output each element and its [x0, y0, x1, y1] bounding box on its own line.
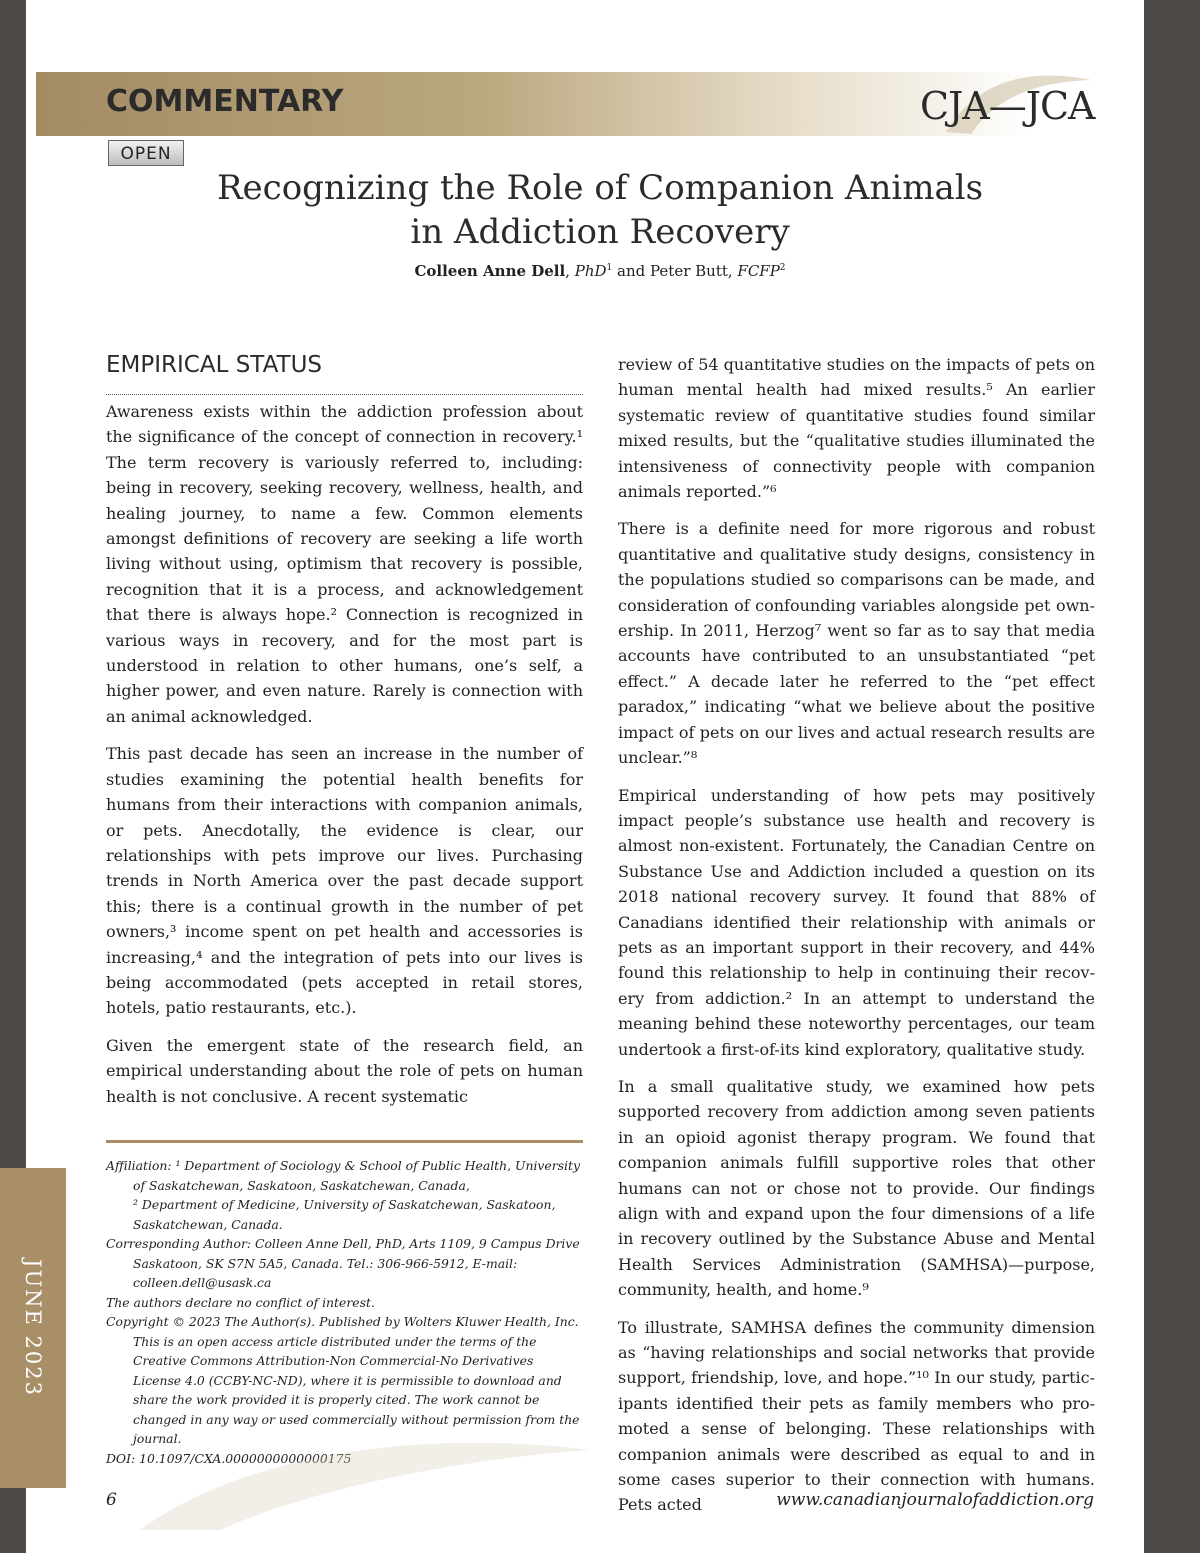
body-paragraph: review of 54 quantitative studies on the impacts of pets on human mental health had mixed results.⁵ An earlier systematic review of quantitative studies found similar mixed results, but the “qualitative studies illuminated the intensiveness of connectivity people with companion animals reported.”⁶ [618, 355, 1095, 502]
author-1-name: Colleen Anne Dell [414, 262, 566, 280]
body-paragraph: In a small qualitative study, we examined how pets supported recovery from addiction among seven patients in an opioid agonist therapy program. We found that companion animals fulfill supportive roles that other humans can not or chose not to provide. Our findings align with and expand upon the four dimensions of a life in recovery outlined by the Substance Abuse and Mental Health Services Administration (SAMHSA)—purpose, community, health, and home.⁹ [618, 1076, 1095, 1300]
journal-url[interactable]: www.canadianjournalofaddiction.org [776, 1490, 1094, 1510]
issue-date: JUNE 2023 [21, 1259, 45, 1397]
page-number: 6 [106, 1490, 117, 1510]
author-2-affiliation-mark: 2 [779, 263, 786, 273]
author-1-affiliation-mark: 1 [606, 263, 613, 273]
watermark-swoosh-icon [130, 1420, 590, 1530]
footnote-corresponding-author: Corresponding Author: Colleen Anne Dell, PhD, Arts 1109, 9 Campus Drive Saskatoon, SK S7N 5A5, Canada. Tel.: 306-966-5912, E-mail: colleen.dell@usask.ca [106, 1236, 580, 1290]
footnote-conflict: The authors declare no conflict of interest. [106, 1294, 375, 1310]
title-line-2: in Addiction Recovery [410, 212, 790, 252]
author-join: and Peter Butt, [612, 262, 738, 280]
section-label: COMMENTARY [106, 84, 344, 119]
open-access-badge: OPEN [108, 140, 184, 166]
article-title [150, 166, 1050, 254]
footnote-doi: DOI: 10.1097/CXA.0000000000000175 [106, 1450, 352, 1466]
journal-logo: CJA—JCA [920, 84, 1095, 128]
body-paragraph: Given the emergent state of the research field, an empirical understanding about the role of pets on human health is not conclusive. A recent systematic [106, 1035, 583, 1106]
footnote-divider [106, 1140, 583, 1143]
footnote-copyright: Copyright © 2023 The Author(s). Published by Wolters Kluwer Health, Inc. This is an open access article distributed under the terms of the Creative Commons Attribution-Non Commercial-No Derivatives License 4.0 (CCBY-NC-ND), where it is permissible to download and share the work provided it is properly cited. The work cannot be changed in any way or used commercially without permission from the journal. [106, 1314, 580, 1446]
body-paragraph: Awareness exists within the addiction profession about the significance of the concept of connection in recovery.¹ The term recovery is variously referred to, including: being in recovery, seeking recovery, wellness, health, and healing journey, to name a few. Common elements amongst definitions of recovery are seeking a life worth living without using, optimism that recovery is possible, recognition that it is a process, and acknowledgement that there is always hope.² Connection is recognized in various ways in recovery, and for the most part is understood in relation to other humans, one’s self, a higher power, and even nature. Rarely is connection with an animal acknowledged. [106, 402, 583, 726]
body-paragraph: Empirical understanding of how pets may positively impact people’s substance use health and recovery is almost non-existent. Fortunately, the Canadian Centre on Substance Use and Addiction included a question on its 2018 national recovery survey. It found that 88% of Canadians identified their relationship with animals or pets as an important support in their recovery, and 44% found this relationship to help in continuing their recovery from addiction.² In an attempt to understand the meaning behind these noteworthy percentages, our team undertook a first-of-its kind exploratory, qualitative study. [618, 785, 1095, 1059]
section-heading: EMPIRICAL STATUS [106, 352, 323, 378]
title-line-1: Recognizing the Role of Companion Animals [216, 168, 984, 208]
author-line: Colleen Anne Dell, PhD$^1$ and Peter Butt, FCFP$^2$ [414, 262, 786, 280]
footnote-affiliation-2: ² Department of Medicine, University of Saskatchewan, Saskatoon, Saskatchewan, Canada. [133, 1197, 556, 1232]
author-2-credential: FCFP [737, 262, 780, 280]
footnote-affiliation-1: Affiliation: ¹ Department of Sociology & School of Public Health, University of Saskatchewan, Saskatoon, Saskatchewan, Canada, [106, 1158, 580, 1193]
left-column [106, 399, 583, 1121]
body-paragraph: This past decade has seen an increase in the number of studies examining the potential health benefits for humans from their interactions with companion animals, or pets. Anecdotally, the evidence is clear, our relationships with pets improve our lives. Purchasing trends in North America over the past decade support this; there is a continual growth in the number of pet owners,³ income spent on pet health and accessories is increasing,⁴ and the integration of pets into our lives is being accommodated (pets accepted in retail stores, hotels, patio restaurants, etc.). [106, 744, 583, 1018]
author-1-credential: PhD [574, 262, 607, 280]
right-column [618, 352, 1095, 1530]
body-paragraph: To illustrate, SAMHSA defines the community dimension as “having relationships and social networks that provide support, friendship, love, and hope.”¹⁰ In our study, participants identified their pets as family members who promoted a sense of belonging. These relationships with companion animals were described as equal to and in some cases superior to their connection with humans. Pets acted [618, 1317, 1095, 1515]
body-paragraph: There is a definite need for more rigorous and robust quantitative and qualitative study designs, consistency in the populations studied so comparisons can be made, and consideration of confounding variables alongside pet ownership. In 2011, Herzog⁷ went so far as to say that media accounts have contributed to an unsubstantiated “pet effect.” A decade later he referred to the “pet effect paradox,” indicating “what we believe about the positive impact of pets on our lives and actual research results are unclear.”⁸ [618, 519, 1095, 768]
right-side-bar [1144, 0, 1200, 1553]
dotted-divider [106, 394, 583, 395]
